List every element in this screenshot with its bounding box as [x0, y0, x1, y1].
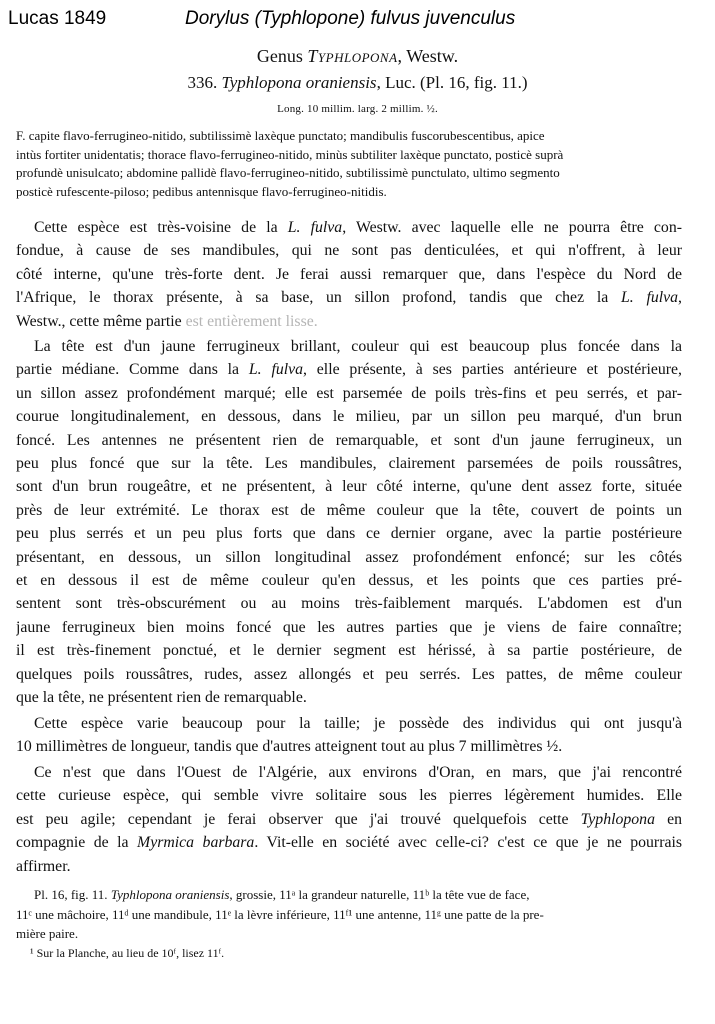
caption-line: 11ᶜ une mâchoire, 11ᵈ une mandibule, 11ᵉ la lèvre inférieure, 11ᶠ¹ une antenne, 11ᵍ une patte de la pre- [16, 906, 544, 922]
species-name: Typhlopona oraniensis [221, 73, 377, 92]
species-heading [0, 73, 715, 93]
text-line: sont d'un brun rougeâtre, et ne présentent, à leur côté interne, qu'une dent assez forte, située [16, 478, 682, 496]
text-line: compagnie de la Myrmica barbara. Vit-elle en société avec celle-ci? c'est ce que je ne pourrais [16, 834, 682, 852]
header-taxon-name: Dorylus (Typhlopone) fulvus juvenculus [185, 8, 516, 29]
text-line: Ce n'est que dans l'Ouest de l'Algérie, aux environs d'Oran, en mars, que j'ai rencontré [34, 764, 682, 781]
text-line: cette curieuse espèce, qui semble vivre solitaire sous les pierres légèrement humides. Elle [16, 787, 682, 805]
text-line: Westw., cette même partie est entièrement lisse. [16, 312, 318, 330]
species-author: , Luc. (Pl. 16, fig. 11.) [376, 73, 528, 92]
text-line: est peu agile; cependant je ferai observer que j'ai trouvé quelquefois cette Typhlopona en [16, 810, 682, 828]
latin-description [16, 127, 676, 201]
plate-caption [16, 885, 682, 944]
text-line: courue longitudinalement, en dessous, dans le milieu, par un sillon peu marqué, d'un brun [16, 408, 682, 426]
genus-heading [0, 46, 715, 67]
text-line: côté interne, qu'une très-forte dent. Je ferai aussi remarquer que, dans l'espèce du Nord de [16, 265, 682, 283]
text-line: Cette espèce est très-voisine de la L. fulva, Westw. avec laquelle elle ne pourra être con- [34, 219, 682, 236]
paragraph-size [16, 712, 682, 759]
genus-name: Typhlopona [307, 46, 398, 66]
header-author-year: Lucas 1849 [8, 8, 107, 29]
text-line: l'Afrique, le thorax présente, à sa base, un sillon profond, tandis que chez la L. fulva, [16, 289, 682, 307]
caption-line: mière paire. [16, 926, 79, 941]
text-line: il est très-finement ponctué, et le dernier segment est hérissé, à sa partie postérieure, de [16, 642, 682, 660]
text-line: près de leur extrémité. Le thorax est de même couleur que la tête, couvert de points un [16, 501, 682, 519]
text-line: Cette espèce varie beaucoup pour la taille; je possède des individus qui ont jusqu'à [34, 715, 682, 732]
genus-prefix: Genus [256, 46, 303, 66]
latin-line: intùs fortiter unidentatis; thorace flavo-ferrugineo-nitido, minùs subtiliter laxèque punctato, posticè suprà [16, 146, 564, 162]
text-line: quelques poils roussâtres, rudes, assez allongés et peu serrés. Les pattes, de même couleur [16, 665, 682, 683]
text-line: peu plus serrés et un peu plus forts que dans ce dernier organe, avec la partie postérieure [16, 525, 682, 543]
latin-line: profundè unisulcato; abdomine pallidè flavo-ferrugineo-nitido, subtilissimè punctulato, ultimo segmento [16, 165, 560, 180]
text-line: partie médiane. Comme dans la L. fulva, elle présente, à ses parties antérieure et postérieure, [16, 361, 682, 379]
text-line: que la tête, ne présentent rien de remarquable. [16, 689, 307, 707]
measurements: Long. 10 millim. larg. 2 millim. ½. [277, 103, 438, 115]
footnote: ¹ Sur la Planche, au lieu de 10ᶠ, lisez 11ᶠ. [30, 946, 225, 960]
text-line: foncé. Les antennes ne présentent rien de remarquable, et sont d'un jaune ferrugineux, un [16, 431, 682, 449]
text-line: un sillon assez profondément marqué; elle est parsemée de poils très-fins et peu serrés, et par- [16, 384, 682, 402]
latin-line: F. capite flavo-ferrugineo-nitido, subtilissimè laxèque punctato; mandibulis fuscorubescentibus, apice [16, 128, 545, 143]
paragraph-habitat [16, 761, 682, 878]
text-line: peu plus foncé que sur la tête. Les mandibules, clairement parsemées de poils roussâtres, [16, 455, 682, 473]
genus-suffix: , Westw. [397, 46, 459, 66]
text-line: et en dessous il est de même couleur qu'en dessus, et les points que ces parties pré- [16, 572, 682, 590]
paragraph-description [16, 335, 682, 710]
text-line: 10 millimètres de longueur, tandis que d'autres atteignent tout au plus 7 millimètres ½. [16, 738, 563, 756]
text-line: sentent sont très-obscurément ou au moins très-faiblement marqués. L'abdomen est d'un [16, 595, 682, 613]
latin-line: posticè rufescente-piloso; pedibus antennisque flavo-ferrugineo-nitidis. [16, 183, 387, 199]
text-line: La tête est d'un jaune ferrugineux brillant, couleur qui est beaucoup plus foncée dans la [34, 338, 682, 355]
paragraph-comparison [16, 216, 682, 333]
text-line: présentant, en dessous, un sillon longitudinal assez profondément enfoncé; sur les côtés [16, 548, 682, 566]
text-line: fondue, à cause de ses mandibules, qui ne sont pas denticulées, et qui n'offrent, à leur [16, 242, 682, 260]
text-line: affirmer. [16, 857, 71, 875]
text-line: jaune ferrugineux bien moins foncé que les autres parties que je viens de faire connaître; [16, 618, 682, 636]
caption-line: Pl. 16, fig. 11. Typhlopona oraniensis, grossie, 11ᵃ la grandeur naturelle, 11ᵇ la tête vue de face, [34, 887, 530, 902]
species-number: 336. [187, 73, 218, 92]
